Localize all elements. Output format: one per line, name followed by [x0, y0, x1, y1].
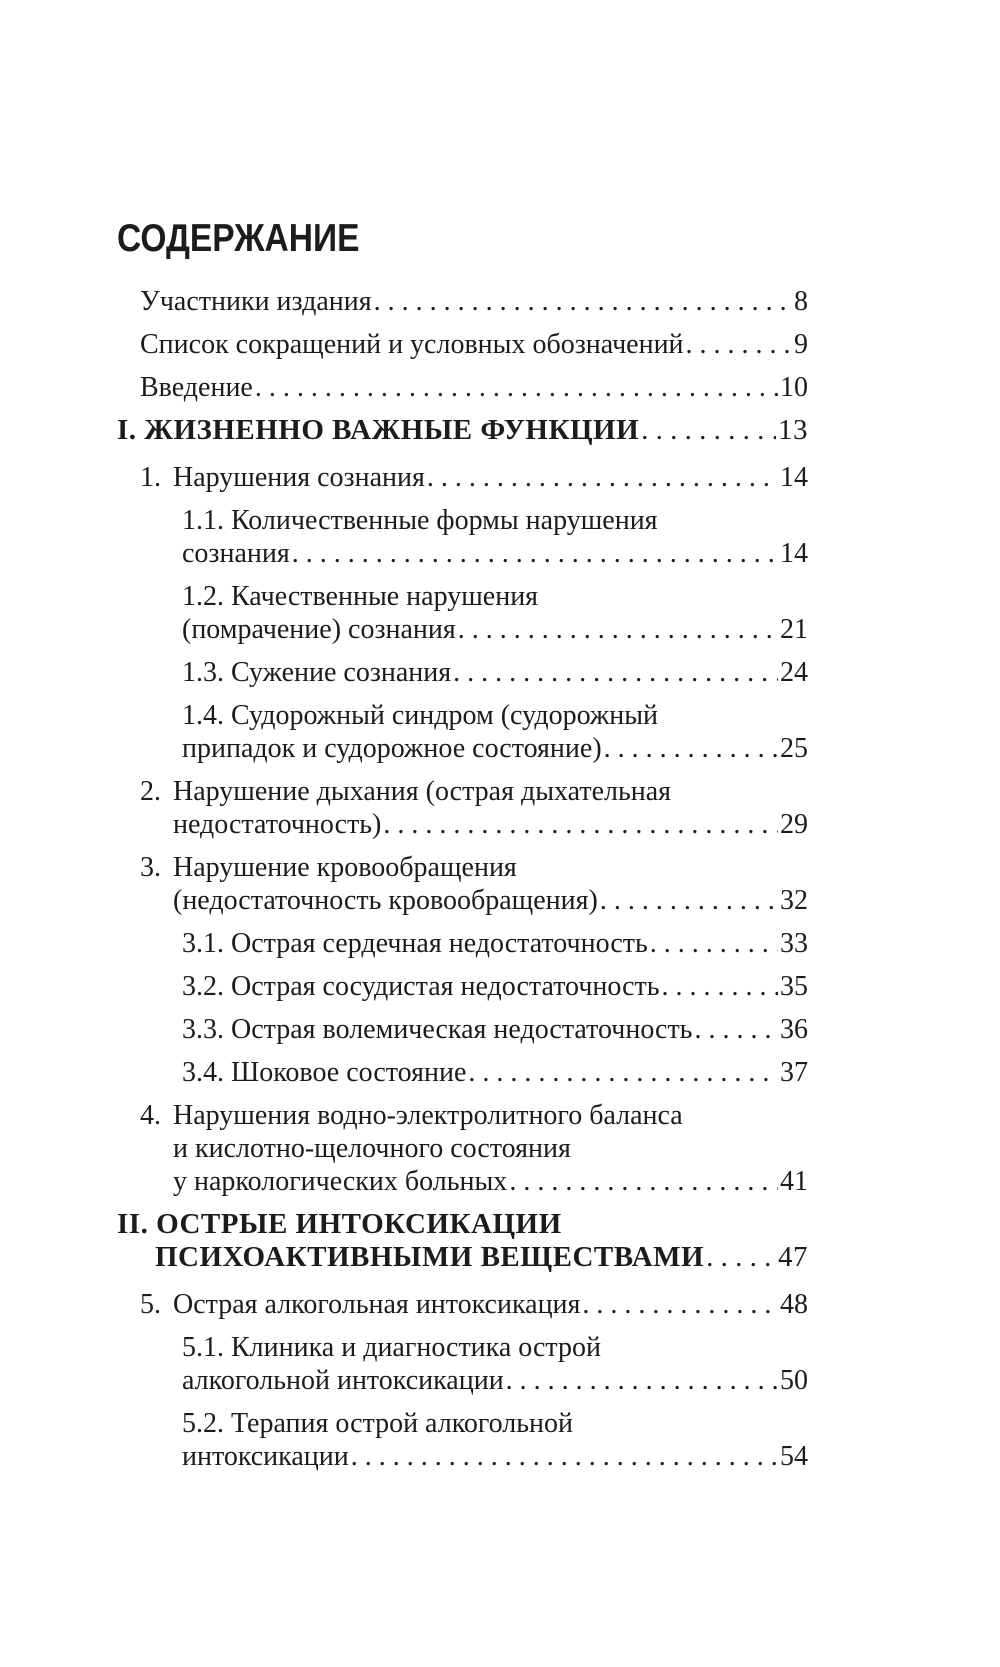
- toc-entry-page: 25: [780, 733, 808, 764]
- table-of-contents: [0, 285, 1000, 1483]
- toc-entry-title: Нарушения сознания: [173, 462, 425, 493]
- toc-entry-page: 14: [780, 462, 808, 493]
- toc-entry-page: 32: [780, 885, 808, 916]
- toc-entry-title-line: (помрачение) сознания: [182, 614, 456, 645]
- toc-chapter-5: [140, 1288, 808, 1321]
- toc-entry-page: 37: [780, 1057, 808, 1088]
- toc-entry-title-line: интоксикации: [182, 1441, 349, 1472]
- toc-entry-page: 33: [780, 928, 808, 959]
- toc-entry-title: 1.3. Сужение сознания: [182, 657, 452, 688]
- toc-entry-page: 9: [794, 329, 808, 360]
- toc-entry-page: 50: [780, 1365, 808, 1396]
- toc-chapter-number: 3.: [140, 852, 161, 883]
- toc-section-1-2: [182, 580, 808, 646]
- toc-section-5-2: [182, 1407, 808, 1473]
- toc-entry-title-line: припадок и судорожное состояние): [182, 733, 602, 764]
- toc-entry-title-line: Нарушение кровообращения: [173, 852, 517, 883]
- toc-entry-page: 8: [794, 286, 808, 317]
- toc-entry-page: 29: [780, 809, 808, 840]
- toc-entry-title-line: и кислотно-щелочного состояния: [173, 1133, 571, 1164]
- toc-part-2: [117, 1208, 808, 1274]
- toc-entry-title-line: алкогольной интоксикации: [182, 1365, 504, 1396]
- toc-chapter-4: [140, 1099, 808, 1198]
- toc-entry-abbreviations: [140, 328, 808, 361]
- toc-section-1-3: [182, 656, 808, 689]
- toc-entry-page: 14: [780, 538, 808, 569]
- toc-entry-title-line: (недостаточность кровообращения): [173, 885, 598, 916]
- toc-section-3-2: [182, 970, 808, 1003]
- toc-entry-introduction: [140, 371, 808, 404]
- toc-section-1-1: [182, 504, 808, 570]
- toc-entry-page: 21: [780, 614, 808, 645]
- toc-entry-title-line: 1.1. Количественные формы нарушения: [182, 505, 658, 536]
- toc-entry-page: 47: [778, 1241, 808, 1273]
- toc-entry-title: 3.4. Шоковое состояние: [182, 1057, 467, 1088]
- toc-chapter-3: [140, 851, 808, 917]
- toc-entry-page: 24: [780, 657, 808, 688]
- toc-entry-page: 35: [780, 971, 808, 1002]
- toc-section-3-1: [182, 927, 808, 960]
- toc-entry-title: Введение: [140, 372, 253, 403]
- toc-chapter-number: 4.: [140, 1100, 161, 1131]
- toc-section-5-1: [182, 1331, 808, 1397]
- toc-entry-title: 3.3. Острая волемическая недостаточность: [182, 1014, 693, 1045]
- toc-entry-title: Участники издания: [140, 286, 372, 317]
- toc-entry-page: 10: [780, 372, 808, 403]
- toc-entry-page: 54: [780, 1441, 808, 1472]
- toc-chapter-number: 1.: [140, 462, 161, 493]
- toc-entry-title-line: у наркологических больных: [173, 1166, 508, 1197]
- toc-entry-title-line: 5.2. Терапия острой алкогольной: [182, 1408, 574, 1439]
- toc-part-title: I. ЖИЗНЕННО ВАЖНЫЕ ФУНКЦИИ: [117, 414, 640, 446]
- page-title: СОДЕРЖАНИЕ: [117, 217, 360, 260]
- toc-chapter-1: [140, 461, 808, 494]
- toc-chapter-number: 2.: [140, 776, 161, 807]
- toc-entry-title-line: Нарушение дыхания (острая дыхательная: [173, 776, 672, 807]
- toc-entry-title-line: 5.1. Клиника и диагностика острой: [182, 1332, 601, 1363]
- toc-chapter-number: 5.: [140, 1289, 161, 1320]
- toc-entry-title: 3.1. Острая сердечная недостаточность: [182, 928, 648, 959]
- toc-entry-page: 13: [778, 414, 808, 446]
- toc-part-1: [117, 414, 808, 447]
- toc-entry-participants: [140, 285, 808, 318]
- toc-section-3-4: [182, 1056, 808, 1089]
- toc-entry-title-line: сознания: [182, 538, 290, 569]
- toc-entry-title-line: недостаточность): [173, 809, 382, 840]
- toc-section-1-4: [182, 699, 808, 765]
- toc-part-title-line: ПСИХОАКТИВНЫМИ ВЕЩЕСТВАМИ: [155, 1241, 705, 1273]
- toc-part-title-line: II. ОСТРЫЕ ИНТОКСИКАЦИИ: [117, 1208, 562, 1240]
- toc-chapter-2: [140, 775, 808, 841]
- toc-entry-title: Острая алкогольная интоксикация: [173, 1289, 581, 1320]
- toc-entry-title: 3.2. Острая сосудистая недостаточность: [182, 971, 660, 1002]
- toc-entry-page: 41: [780, 1166, 808, 1197]
- toc-entry-title-line: 1.2. Качественные нарушения: [182, 581, 539, 612]
- toc-section-3-3: [182, 1013, 808, 1046]
- toc-entry-page: 48: [780, 1289, 808, 1320]
- toc-entry-title-line: Нарушения водно-электролитного баланса: [173, 1100, 683, 1131]
- toc-entry-page: 36: [780, 1014, 808, 1045]
- toc-entry-title: Список сокращений и условных обозначений: [140, 329, 684, 360]
- toc-entry-title-line: 1.4. Судорожный синдром (судорожный: [182, 700, 659, 731]
